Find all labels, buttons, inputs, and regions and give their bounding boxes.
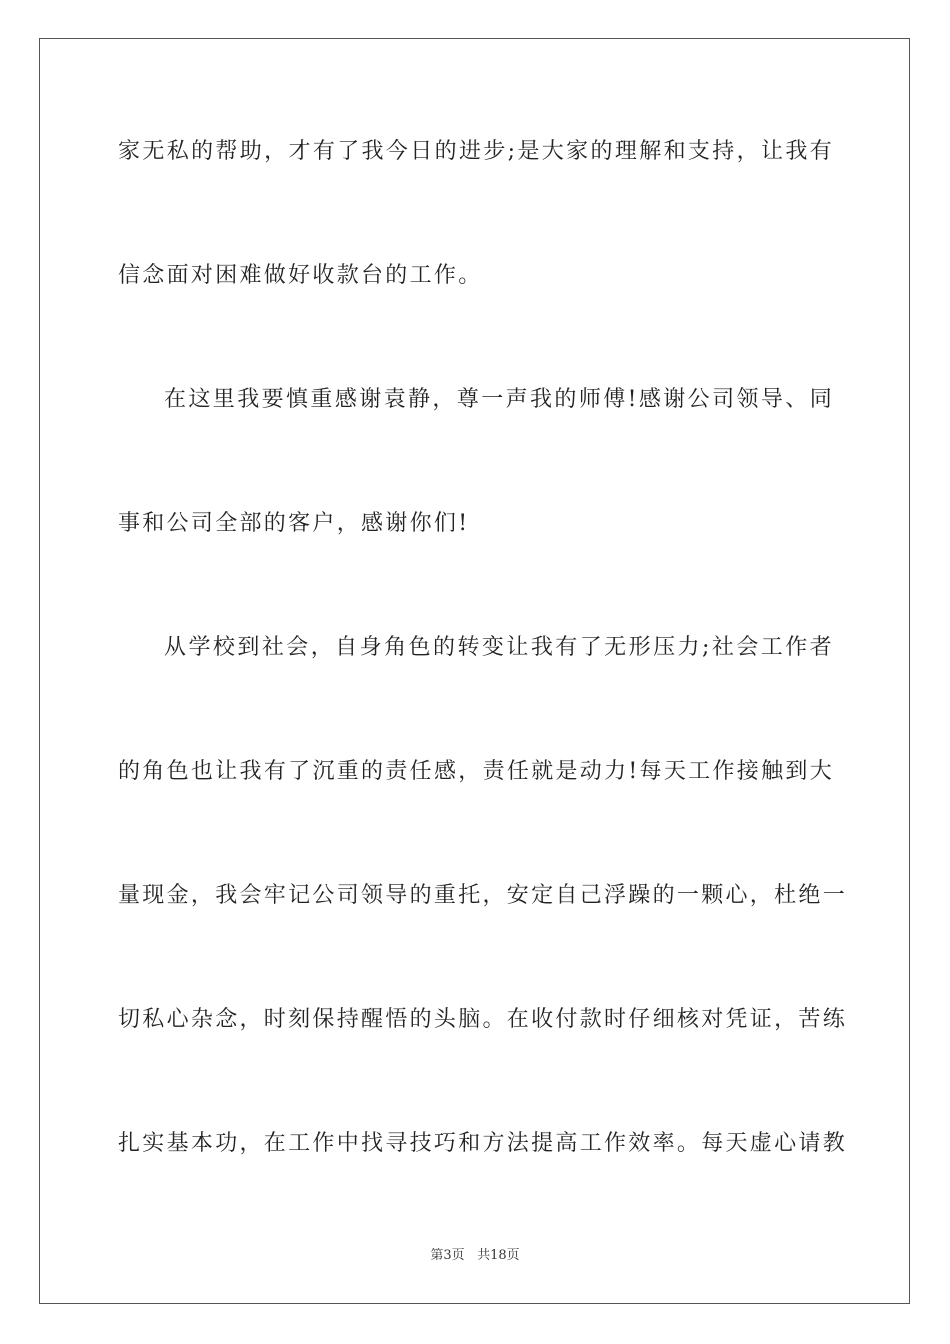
text-line-5: 从学校到社会，自身角色的转变让我有了无形压力;社会工作者 [164, 635, 834, 660]
text-line-8: 切私心杂念，时刻保持醒悟的头脑。在收付款时仔细核对凭证，苦练 [118, 1007, 848, 1032]
page-border [39, 38, 910, 1304]
text-line-9: 扎实基本功，在工作中找寻技巧和方法提高工作效率。每天虚心请教 [118, 1131, 848, 1156]
text-line-6: 的角色也让我有了沉重的责任感，责任就是动力!每天工作接触到大 [118, 759, 834, 784]
page-number: 第3页 [430, 1248, 465, 1263]
text-line-1: 家无私的帮助，才有了我今日的进步;是大家的理解和支持，让我有 [118, 139, 834, 164]
text-line-2: 信念面对困难做好收款台的工作。 [118, 263, 483, 288]
text-line-3: 在这里我要慎重感谢袁静，尊一声我的师傅!感谢公司领导、同 [164, 387, 834, 412]
text-line-7: 量现金，我会牢记公司领导的重托，安定自己浮躁的一颗心，杜绝一 [118, 883, 848, 908]
page-footer [0, 1246, 950, 1266]
page-total: 共18页 [477, 1248, 520, 1263]
text-line-4: 事和公司全部的客户，感谢你们! [118, 511, 470, 536]
